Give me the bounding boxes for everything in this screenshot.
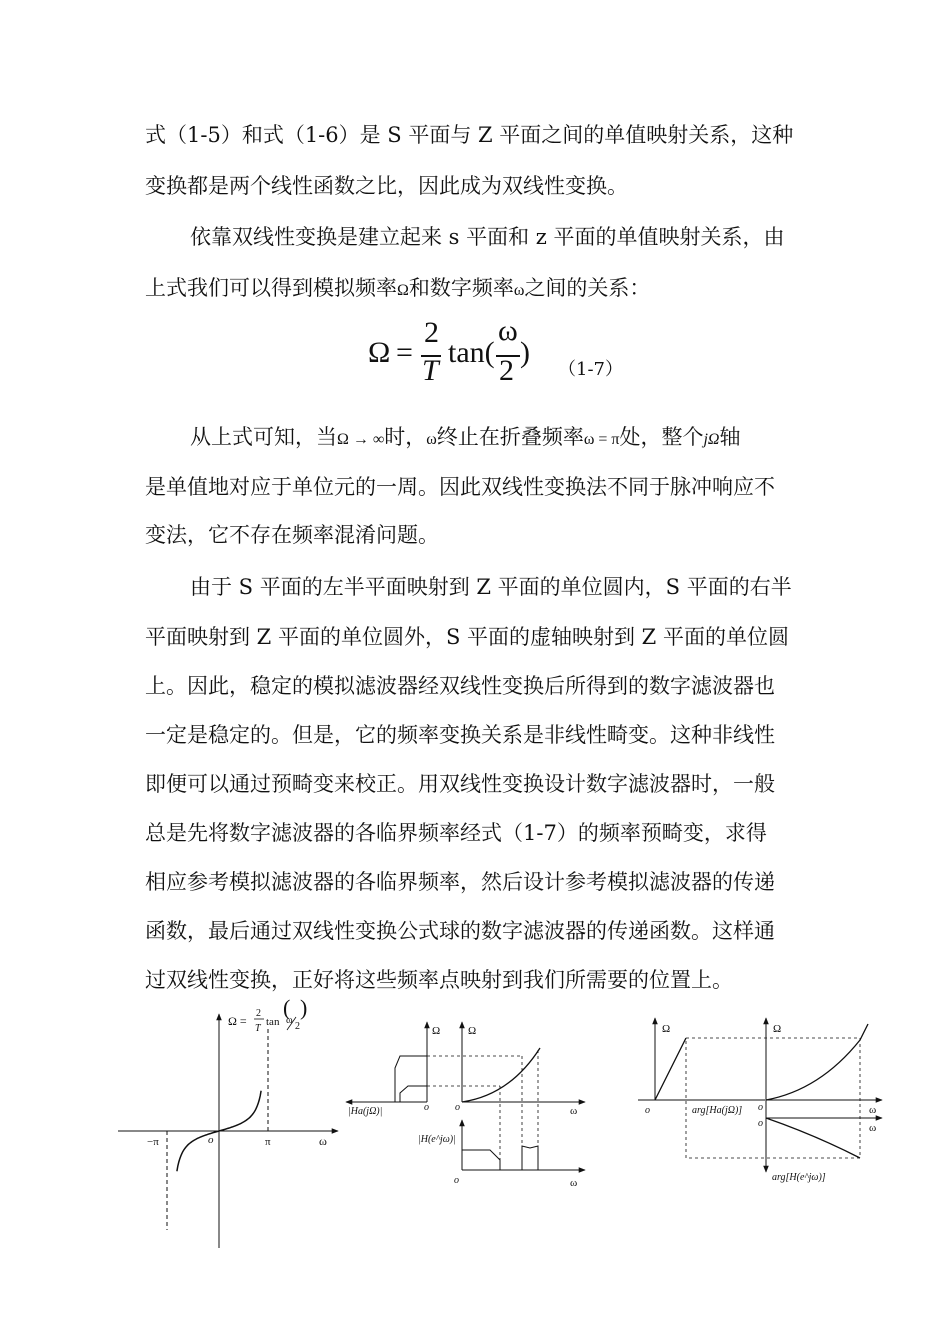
j-omega-axis: jΩ <box>703 431 720 448</box>
paragraph4-line5: 即便可以通过预畸变来校正。用双线性变换设计数字滤波器时，一般 <box>145 772 775 796</box>
fig3-mapping-curve <box>766 1040 860 1100</box>
fig1-eq-den: T <box>255 1023 261 1034</box>
paragraph1-line2: 变换都是两个线性函数之比，因此成为双线性变换。 <box>145 174 628 198</box>
fold-frequency: ω = π <box>583 431 620 448</box>
paragraph4-line9: 过双线性变换，正好将这些频率点映射到我们所需要的位置上。 <box>145 968 733 992</box>
fig2-digital-mag-label: |H(e^jω)| <box>418 1134 456 1145</box>
fig2-origin-left: o <box>424 1102 429 1113</box>
paragraph4-line8: 函数，最后通过双线性变换公式球的数字滤波器的传递函数。这样通 <box>145 919 775 943</box>
fig3-left-y-label: Ω <box>662 1023 671 1035</box>
fig1-eq-arg-den: 2 <box>295 1021 300 1032</box>
fig1-eq-num: 2 <box>256 1008 261 1019</box>
equation-denominator: T <box>422 354 439 387</box>
paragraph3-text-d: 处，整个 <box>619 425 704 449</box>
paragraph3-text-e: 轴 <box>719 425 741 449</box>
paragraph4-line7: 相应参考模拟滤波器的各临界频率，然后设计参考模拟滤波器的传递 <box>145 870 775 894</box>
fig1-eq-arg-num: ω <box>286 1015 293 1026</box>
limit-expression: Ω → ∞ <box>337 431 385 448</box>
fig1-neg-pi: −π <box>147 1136 159 1148</box>
fig1-eq-paren-close: ) <box>300 995 308 1020</box>
fig3-origin-mid: o <box>758 1102 763 1113</box>
fig2-right-y-label: Ω <box>468 1025 477 1037</box>
fig1-pi: π <box>265 1136 271 1148</box>
fig2-x-label-bottom: ω <box>570 1177 578 1189</box>
equation-tan: tan( <box>448 336 495 369</box>
paragraph4-line6: 总是先将数字滤波器的各临界频率经式（1-7）的频率预畸变，求得 <box>145 821 767 845</box>
paragraph2-text-c: 之间的关系： <box>524 276 651 300</box>
equation-inner-denominator: 2 <box>499 354 514 387</box>
equation-label: （1-7） <box>558 359 623 380</box>
fig2-left-y-label: Ω <box>432 1025 441 1037</box>
fig1-eq-lhs: Ω = <box>228 1014 247 1028</box>
paragraph4-line3: 上。因此，稳定的模拟滤波器经双线性变换后所得到的数字滤波器也 <box>145 674 775 698</box>
paragraph2-line1: 依靠双线性变换是建立起来 s 平面和 z 平面的单值映射关系，由 <box>190 225 785 249</box>
paragraph3-text-b: 时， <box>384 425 427 449</box>
equation-lhs: Ω <box>368 336 391 369</box>
fig1-eq-tan: tan <box>266 1016 280 1028</box>
equation-numerator: 2 <box>424 316 439 349</box>
fig3-x-label-top: ω <box>869 1104 877 1116</box>
fig3-origin-low: o <box>758 1118 763 1129</box>
paragraph2-text-b: 和数字频率 <box>408 276 514 300</box>
paragraph3-line3: 变法，它不存在频率混淆问题。 <box>145 523 439 547</box>
fig3-right-y-label: Ω <box>773 1023 782 1035</box>
paragraph1-line1: 式（1-5）和式（1-6）是 S 平面与 Z 平面之间的单值映射关系，这种 <box>145 123 794 147</box>
fig1-x-label: ω <box>319 1134 327 1148</box>
omega-upper-symbol: Ω <box>397 282 409 299</box>
equation-inner-numerator: ω <box>498 314 518 347</box>
paragraph3-line2: 是单值地对应于单位元的一周。因此双线性变换法不同于脉冲响应不 <box>145 475 775 499</box>
fig1-eq-paren-open: ( <box>283 995 291 1020</box>
fig3-x-label-low: ω <box>869 1122 877 1134</box>
paragraph3-text-c: 终止在折叠频率 <box>436 425 584 449</box>
omega-symbol: ω <box>426 431 437 448</box>
fig3-analog-phase-label: arg[Ha(jΩ)] <box>692 1105 743 1116</box>
paragraph2-text-a: 上式我们可以得到模拟频率 <box>145 276 397 300</box>
fig3-digital-phase-label: arg[H(e^jω)] <box>772 1172 826 1183</box>
fig2-analog-mag-label: |Ha(jΩ)| <box>348 1106 383 1117</box>
paragraph4-line2: 平面映射到 Z 平面的单位圆外，S 平面的虚轴映射到 Z 平面的单位圆 <box>145 625 789 649</box>
equation-equals: = <box>396 336 413 369</box>
fig1-origin: o <box>208 1134 214 1146</box>
equation-close-paren: ) <box>520 336 530 369</box>
fig3-digital-phase-curve <box>766 1118 860 1158</box>
fig2-x-label-top: ω <box>570 1105 578 1117</box>
paragraph3-text-a: 从上式可知，当 <box>190 425 337 449</box>
fig3-origin-left: o <box>645 1105 650 1116</box>
fig3-analog-phase-curve <box>655 1038 686 1100</box>
fig3-mapping-curve-tail <box>860 1024 868 1040</box>
paragraph4-line4: 一定是稳定的。但是，它的频率变换关系是非线性畸变。这种非线性 <box>145 723 775 747</box>
paragraph4-line1: 由于 S 平面的左半平面映射到 Z 平面的单位圆内，S 平面的右半 <box>190 575 792 599</box>
fig2-origin-bottom: o <box>454 1175 459 1186</box>
fig2-origin-right: o <box>455 1102 460 1113</box>
omega-lower-symbol: ω <box>513 282 525 299</box>
